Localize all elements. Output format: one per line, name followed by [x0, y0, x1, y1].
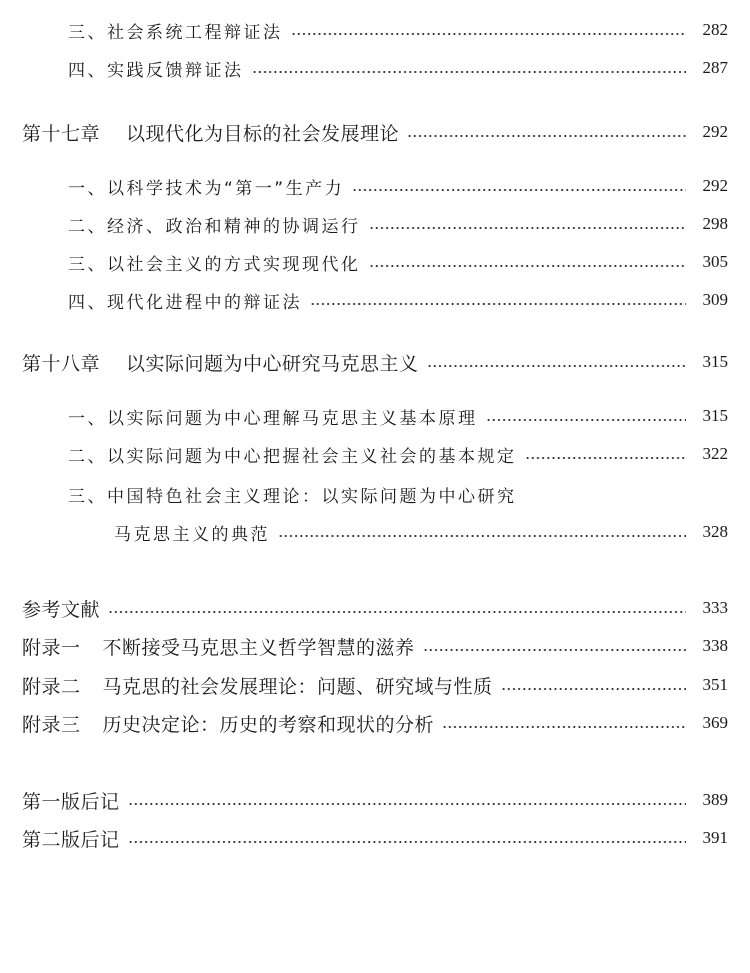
toc-entry-title: 三、社会系统工程辩证法	[68, 22, 283, 43]
dot-leader	[278, 534, 686, 538]
toc-entry-page: 322	[702, 444, 728, 463]
toc-entry-title: 二、经济、政治和精神的协调运行	[68, 216, 361, 237]
toc-entry-page: 287	[702, 58, 728, 77]
toc-entry-title: 四、实践反馈辩证法	[68, 60, 244, 81]
toc-entry-section[interactable]	[68, 16, 728, 44]
dot-leader	[486, 418, 687, 422]
toc-entry-appendix[interactable]	[22, 632, 728, 660]
dot-leader	[407, 134, 686, 138]
toc-entry-postscript[interactable]	[22, 824, 728, 852]
toc-entry-title: 三、以社会主义的方式实现现代化	[68, 254, 361, 275]
toc-entry-title	[22, 119, 399, 146]
toc-entry-section-continuation[interactable]	[114, 518, 728, 546]
dot-leader	[525, 456, 687, 460]
toc-entry-title: 一、以实际问题为中心理解马克思主义基本原理	[68, 408, 478, 429]
toc-entry-title: 二、以实际问题为中心把握社会主义社会的基本规定	[68, 446, 517, 467]
toc-entry-page: 315	[702, 352, 728, 371]
toc-entry-page: 282	[702, 20, 728, 39]
toc-entry-title: 第二版后记	[22, 829, 120, 851]
toc-entry-page: 292	[702, 176, 728, 195]
dot-leader	[501, 687, 686, 691]
appendix-title: 马克思的社会发展理论：问题、研究域与性质	[102, 676, 493, 698]
toc-entry-title: 四、现代化进程中的辩证法	[68, 292, 302, 313]
chapter-title: 以实际问题为中心研究马克思主义	[126, 353, 419, 375]
dot-leader	[291, 32, 687, 36]
toc-entry-title: 马克思主义的典范	[114, 524, 270, 545]
dot-leader	[108, 610, 686, 614]
toc-entry-page: 298	[702, 214, 728, 233]
toc-entry-chapter[interactable]	[22, 348, 728, 376]
dot-leader	[352, 188, 686, 192]
chapter-label: 第十七章	[22, 123, 101, 145]
dot-leader	[442, 725, 686, 729]
dot-leader	[369, 226, 687, 230]
toc-entry-page: 305	[702, 252, 728, 271]
dot-leader	[252, 70, 687, 74]
toc-entry-title: 第一版后记	[22, 791, 120, 813]
dot-leader	[310, 302, 686, 306]
toc-entry-page: 369	[702, 713, 728, 732]
appendix-label: 附录二	[22, 676, 81, 698]
toc-entry-page: 328	[702, 522, 728, 541]
toc-entry-appendix[interactable]	[22, 671, 728, 699]
toc-entry-section[interactable]	[68, 248, 728, 276]
dot-leader	[128, 840, 686, 844]
toc-entry-page: 389	[702, 790, 728, 809]
toc-entry-page: 333	[702, 598, 728, 617]
appendix-title: 不断接受马克思主义哲学智慧的滋养	[102, 637, 415, 659]
appendix-title: 历史决定论：历史的考察和现状的分析	[102, 714, 435, 736]
toc-entry-page: 315	[702, 406, 728, 425]
toc-entry-page: 351	[702, 675, 728, 694]
toc-entry-page: 338	[702, 636, 728, 655]
appendix-label: 附录一	[22, 637, 81, 659]
toc-entry-section-line1[interactable]	[68, 480, 517, 508]
toc-entry-title: 参考文献	[22, 599, 101, 621]
toc-entry-section[interactable]	[68, 54, 728, 82]
toc-entry-page: 391	[702, 828, 728, 847]
toc-entry-title: 一、以科学技术为“第一”生产力	[68, 178, 345, 199]
toc-entry-title	[22, 349, 419, 376]
toc-entry-references[interactable]	[22, 594, 728, 622]
dot-leader	[128, 802, 686, 806]
toc-entry-page: 309	[702, 290, 728, 309]
toc-entry-postscript[interactable]	[22, 786, 728, 814]
toc-entry-page: 292	[702, 122, 728, 141]
toc-entry-title	[22, 710, 434, 737]
dot-leader	[423, 648, 686, 652]
toc-entry-section[interactable]	[68, 172, 728, 200]
appendix-label: 附录三	[22, 714, 81, 736]
chapter-label: 第十八章	[22, 353, 101, 375]
toc-entry-chapter[interactable]	[22, 118, 728, 146]
toc-entry-title: 三、中国特色社会主义理论：以实际问题为中心研究	[68, 486, 517, 507]
toc-entry-section[interactable]	[68, 286, 728, 314]
toc-entry-title	[22, 633, 415, 660]
dot-leader	[427, 364, 686, 368]
toc-entry-section[interactable]	[68, 210, 728, 238]
toc-entry-title	[22, 672, 493, 699]
dot-leader	[369, 264, 687, 268]
toc-entry-appendix[interactable]	[22, 709, 728, 737]
toc-entry-section[interactable]	[68, 440, 728, 468]
chapter-title: 以现代化为目标的社会发展理论	[126, 123, 400, 145]
toc-entry-section[interactable]	[68, 402, 728, 430]
